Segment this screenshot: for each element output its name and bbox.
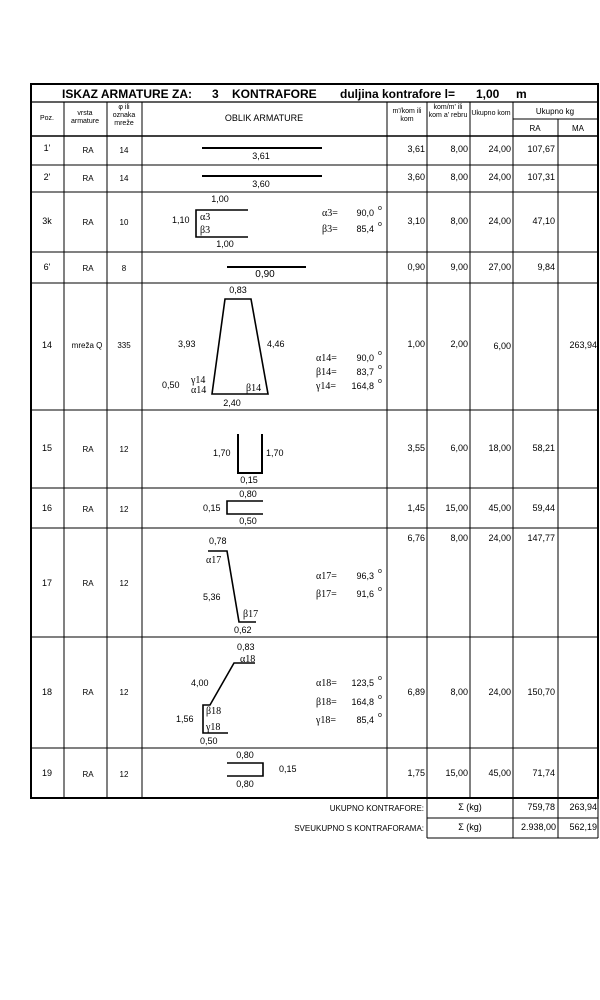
row-18-deg-2: o <box>378 694 382 701</box>
row-14-angle-gamma-label: γ14= <box>316 381 337 392</box>
row-2-fi: 14 <box>119 174 129 183</box>
row-2-kom: 8,00 <box>450 172 468 182</box>
row-18-dim-top: 0,83 <box>237 642 255 652</box>
row-17-dim-bottom: 0,62 <box>234 625 252 635</box>
row-14-angle-gamma-value: 164,8 <box>351 381 374 391</box>
row-19-m: 1,75 <box>407 768 425 778</box>
title-count: 3 <box>212 87 219 101</box>
header-oblik: OBLIK ARMATURE <box>224 113 304 123</box>
row-17-angle-alpha-label: α17= <box>316 571 337 582</box>
row-18-angle-beta-value: 164,8 <box>351 697 374 707</box>
row-18-vrsta: RA <box>82 688 94 697</box>
row-14-symbol-beta: β14 <box>246 383 262 394</box>
row-3k-symbol-beta: β3 <box>200 225 211 236</box>
total-kontrafore-ma: 263,94 <box>569 802 597 812</box>
row-18-uk: 24,00 <box>488 687 511 697</box>
title-element: KONTRAFORE <box>232 87 317 101</box>
row-15-fi: 12 <box>119 445 129 454</box>
row-1-m: 3,61 <box>407 144 425 154</box>
row-14-angle-alpha-value: 90,0 <box>356 353 374 363</box>
row-15-ra: 58,21 <box>532 443 555 453</box>
row-19-vrsta: RA <box>82 770 94 779</box>
row-18-symbol-beta: β18 <box>206 706 222 717</box>
row-14-angle-beta-value: 83,7 <box>356 367 374 377</box>
title-length-value: 1,00 <box>476 87 500 101</box>
row-15-poz: 15 <box>41 443 53 453</box>
row-17-angle-beta-value: 91,6 <box>356 589 374 599</box>
header-kom-m: kom/m' ili kom a' rebru <box>428 104 468 119</box>
row-3k-vrsta: RA <box>82 218 94 227</box>
row-19-dim-bottom: 0,80 <box>236 779 254 789</box>
row-17-deg-2: o <box>378 586 382 593</box>
row-14-vrsta: mreža Q <box>71 341 103 350</box>
row-2-m: 3,60 <box>407 172 425 182</box>
grand-total-ma: 562,19 <box>569 822 597 832</box>
row-15-kom: 6,00 <box>450 443 468 453</box>
row-2-vrsta: RA <box>82 174 94 183</box>
row-16-dim-top: 0,80 <box>239 489 257 499</box>
row-16-dim-left: 0,15 <box>203 503 221 513</box>
header-poz: Poz. <box>39 115 54 122</box>
row-3k-uk: 24,00 <box>488 216 511 226</box>
header-vrsta: vrsta armature <box>70 110 99 125</box>
row-18-symbol-gamma: γ18 <box>206 722 221 733</box>
row-19-dim-top: 0,80 <box>236 750 254 760</box>
row-18-angle-alpha-label: α18= <box>316 678 337 689</box>
row-16-vrsta: RA <box>82 505 94 514</box>
row-15-m: 3,55 <box>407 443 425 453</box>
row-1-ra: 107,67 <box>527 144 555 154</box>
row-3k-dim-top: 1,00 <box>211 194 229 204</box>
row-3k-dim-bottom: 1,00 <box>216 239 234 249</box>
row-1-fi: 14 <box>119 146 129 155</box>
row-14-angle-alpha-label: α14= <box>316 353 337 364</box>
row-17-deg-1: o <box>378 568 382 575</box>
row-3k-angle-beta-value: 85,4 <box>356 224 374 234</box>
row-17-angle-beta-label: β17= <box>316 589 337 600</box>
row-18-m: 6,89 <box>407 687 425 697</box>
row-2-dim-1: 3,60 <box>252 179 270 189</box>
row-15-dim-bottom: 0,15 <box>240 475 258 485</box>
row-14-uk: 6,00 <box>493 341 511 351</box>
row-2-uk: 24,00 <box>488 172 511 182</box>
row-14-deg-1: o <box>378 350 382 357</box>
row-6-kom: 9,00 <box>450 262 468 272</box>
row-2-poz: 2' <box>43 172 51 182</box>
row-17-fi: 12 <box>119 579 129 588</box>
title-length-label: duljina kontrafore l= <box>340 87 456 101</box>
row-1-dim-1: 3,61 <box>252 151 270 161</box>
bar-shape-16 <box>227 501 263 514</box>
header-ukupno-kg: Ukupno kg <box>535 107 575 116</box>
header-ma: MA <box>572 124 584 133</box>
grand-total-ra: 2.938,00 <box>520 822 556 832</box>
row-14-angle-beta-label: β14= <box>316 367 337 378</box>
row-16-m: 1,45 <box>407 503 425 513</box>
row-17-symbol-beta: β17 <box>243 609 259 620</box>
row-6-vrsta: RA <box>82 264 94 273</box>
row-17-uk: 24,00 <box>488 533 511 543</box>
row-15-vrsta: RA <box>82 445 94 454</box>
row-14-dim-left: 3,93 <box>178 339 196 349</box>
row-3k-angle-alpha-value: 90,0 <box>356 208 374 218</box>
row-3k-poz: 3k <box>42 216 52 226</box>
row-1-poz: 1' <box>43 143 51 153</box>
row-18-fi: 12 <box>119 688 129 697</box>
row-3k-deg-2: o <box>378 221 382 228</box>
total-kontrafore-ra: 759,78 <box>527 802 555 812</box>
row-6-dim-1: 0,90 <box>255 269 275 280</box>
row-18-angle-beta-label: β18= <box>316 697 337 708</box>
row-17-poz: 17 <box>41 578 53 588</box>
row-17-vrsta: RA <box>82 579 94 588</box>
row-18-dim-middle: 4,00 <box>191 678 209 688</box>
row-18-angle-gamma-label: γ18= <box>316 715 337 726</box>
row-6-fi: 8 <box>121 264 127 273</box>
row-14-ma: 263,94 <box>569 340 597 350</box>
row-16-dim-bottom: 0,50 <box>239 516 257 526</box>
row-14-deg-2: o <box>378 364 382 371</box>
grand-total-unit: Σ (kg) <box>458 822 482 832</box>
row-6-poz: 6' <box>43 262 51 272</box>
row-18-deg-1: o <box>378 675 382 682</box>
row-14-kom: 2,00 <box>450 339 468 349</box>
row-2-ra: 107,31 <box>527 172 555 182</box>
row-18-kom: 8,00 <box>450 687 468 697</box>
row-16-ra: 59,44 <box>532 503 555 513</box>
row-15-uk: 18,00 <box>488 443 511 453</box>
row-14-deg-3: o <box>378 378 382 385</box>
row-6-m: 0,90 <box>407 262 425 272</box>
row-3k-m: 3,10 <box>407 216 425 226</box>
row-19-dim-right: 0,15 <box>279 764 297 774</box>
row-18-angle-alpha-value: 123,5 <box>351 678 374 688</box>
header-ra: RA <box>529 124 541 133</box>
header-ukupno-kom: Ukupno kom <box>471 110 511 117</box>
row-17-kom: 8,00 <box>450 533 468 543</box>
row-19-uk: 45,00 <box>488 768 511 778</box>
bar-shape-14 <box>212 299 268 394</box>
row-3k-ra: 47,10 <box>532 216 555 226</box>
grand-total-label: SVEUKUPNO S KONTRAFORAMA: <box>294 824 424 833</box>
row-17-dim-middle: 5,36 <box>203 592 221 602</box>
row-14-m: 1,00 <box>407 339 425 349</box>
header-m-kom: m'/kom ili kom <box>392 108 422 123</box>
row-3k-deg-1: o <box>378 205 382 212</box>
row-3k-angle-beta-label: β3= <box>322 224 338 235</box>
row-1-uk: 24,00 <box>488 144 511 154</box>
row-17-symbol-alpha: α17 <box>206 555 222 566</box>
title-prefix: ISKAZ ARMATURE ZA: <box>62 87 192 101</box>
row-18-deg-3: o <box>378 712 382 719</box>
row-14-dim-bottom: 2,40 <box>223 398 241 408</box>
title-length-unit: m <box>516 87 527 101</box>
row-17-ra: 147,77 <box>527 533 555 543</box>
row-14-dim-right: 4,46 <box>267 339 285 349</box>
row-15-dim-right: 1,70 <box>266 448 284 458</box>
row-18-poz: 18 <box>41 687 53 697</box>
row-14-dim-small: 0,50 <box>162 380 180 390</box>
row-18-dim-bottom: 0,50 <box>200 736 218 746</box>
row-16-poz: 16 <box>41 503 53 513</box>
row-3k-dim-left: 1,10 <box>172 215 190 225</box>
row-1-vrsta: RA <box>82 146 94 155</box>
total-kontrafore-label: UKUPNO KONTRAFORE: <box>329 804 424 813</box>
row-18-symbol-alpha: α18 <box>240 654 256 665</box>
row-14-poz: 14 <box>41 340 53 350</box>
row-18-angle-gamma-value: 85,4 <box>356 715 374 725</box>
row-19-ra: 71,74 <box>532 768 555 778</box>
row-14-dim-top: 0,83 <box>229 285 247 295</box>
header-fi: φ ili oznaka mreže <box>112 104 136 127</box>
row-14-fi: 335 <box>117 341 131 350</box>
row-19-poz: 19 <box>41 768 53 778</box>
row-18-dim-left: 1,56 <box>176 714 194 724</box>
row-17-angle-alpha-value: 96,3 <box>356 571 374 581</box>
row-17-m: 6,76 <box>407 533 425 543</box>
bar-shape-15 <box>238 434 262 473</box>
row-19-kom: 15,00 <box>445 768 468 778</box>
row-3k-kom: 8,00 <box>450 216 468 226</box>
row-16-uk: 45,00 <box>488 503 511 513</box>
row-3k-symbol-alpha: α3 <box>200 212 211 223</box>
row-16-fi: 12 <box>119 505 129 514</box>
row-15-dim-left: 1,70 <box>213 448 231 458</box>
row-1-kom: 8,00 <box>450 144 468 154</box>
row-17-dim-top: 0,78 <box>209 536 227 546</box>
row-14-symbol-gamma: γ14 <box>191 375 206 386</box>
row-16-kom: 15,00 <box>445 503 468 513</box>
bar-shape-19 <box>227 763 263 776</box>
row-3k-angle-alpha-label: α3= <box>322 208 338 219</box>
row-3k-fi: 10 <box>119 218 129 227</box>
total-kontrafore-unit: Σ (kg) <box>458 802 482 812</box>
row-14-symbol-alpha: α14 <box>191 385 207 396</box>
row-19-fi: 12 <box>119 770 129 779</box>
row-6-ra: 9,84 <box>537 262 555 272</box>
row-18-ra: 150,70 <box>527 687 555 697</box>
row-6-uk: 27,00 <box>488 262 511 272</box>
